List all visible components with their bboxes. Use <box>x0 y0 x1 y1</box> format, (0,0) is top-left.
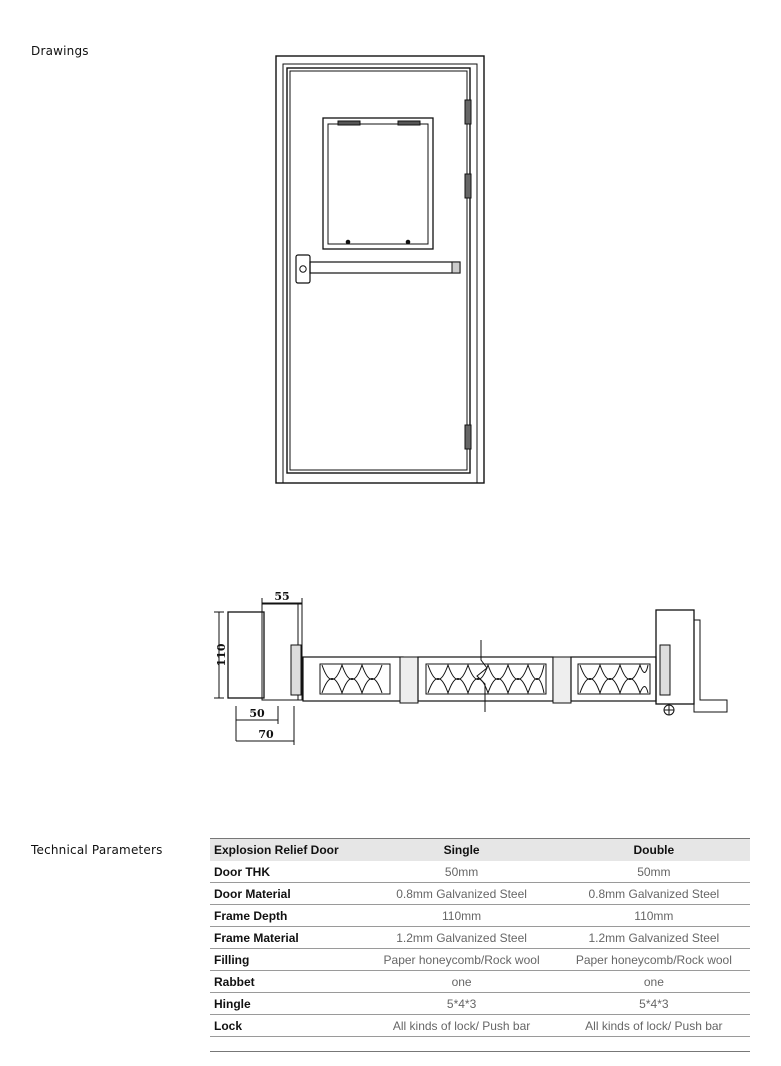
single-value: All kinds of lock/ Push bar <box>365 1015 557 1037</box>
single-value: 50mm <box>365 861 557 883</box>
header-single: Single <box>365 839 557 862</box>
door-elevation-drawing <box>276 56 484 483</box>
row-label: Door THK <box>210 861 365 883</box>
table-row <box>210 861 750 883</box>
double-value: Paper honeycomb/Rock wool <box>558 949 750 971</box>
technical-parameters-heading: Technical Parameters <box>31 843 163 857</box>
table-row <box>210 905 750 927</box>
row-label: Frame Depth <box>210 905 365 927</box>
drawings-heading: Drawings <box>31 44 89 58</box>
double-value: 50mm <box>558 861 750 883</box>
dimension-top: 55 <box>274 590 290 603</box>
double-value: one <box>558 971 750 993</box>
single-value: 0.8mm Galvanized Steel <box>365 883 557 905</box>
row-label: Hingle <box>210 993 365 1015</box>
dimension-bottom-inner: 50 <box>249 707 265 720</box>
row-label: Filling <box>210 949 365 971</box>
dimension-bottom-outer: 70 <box>258 728 274 741</box>
table-row <box>210 993 750 1015</box>
dimension-height: 110 <box>215 643 228 667</box>
table-row <box>210 927 750 949</box>
row-label: Lock <box>210 1015 365 1037</box>
single-value: one <box>365 971 557 993</box>
single-value: Paper honeycomb/Rock wool <box>365 949 557 971</box>
door-section-drawing <box>214 598 727 745</box>
double-value: 110mm <box>558 905 750 927</box>
header-double: Double <box>558 839 750 862</box>
bottom-divider <box>210 1051 750 1052</box>
single-value: 110mm <box>365 905 557 927</box>
table-row <box>210 883 750 905</box>
row-label: Rabbet <box>210 971 365 993</box>
table-header-row <box>210 839 750 862</box>
double-value: All kinds of lock/ Push bar <box>558 1015 750 1037</box>
table-row <box>210 949 750 971</box>
double-value: 0.8mm Galvanized Steel <box>558 883 750 905</box>
double-value: 5*4*3 <box>558 993 750 1015</box>
single-value: 5*4*3 <box>365 993 557 1015</box>
table-row <box>210 971 750 993</box>
double-value: 1.2mm Galvanized Steel <box>558 927 750 949</box>
row-label: Frame Material <box>210 927 365 949</box>
single-value: 1.2mm Galvanized Steel <box>365 927 557 949</box>
table-row <box>210 1015 750 1037</box>
header-door-type: Explosion Relief Door <box>210 839 365 862</box>
row-label: Door Material <box>210 883 365 905</box>
technical-parameters-table <box>210 838 750 1037</box>
